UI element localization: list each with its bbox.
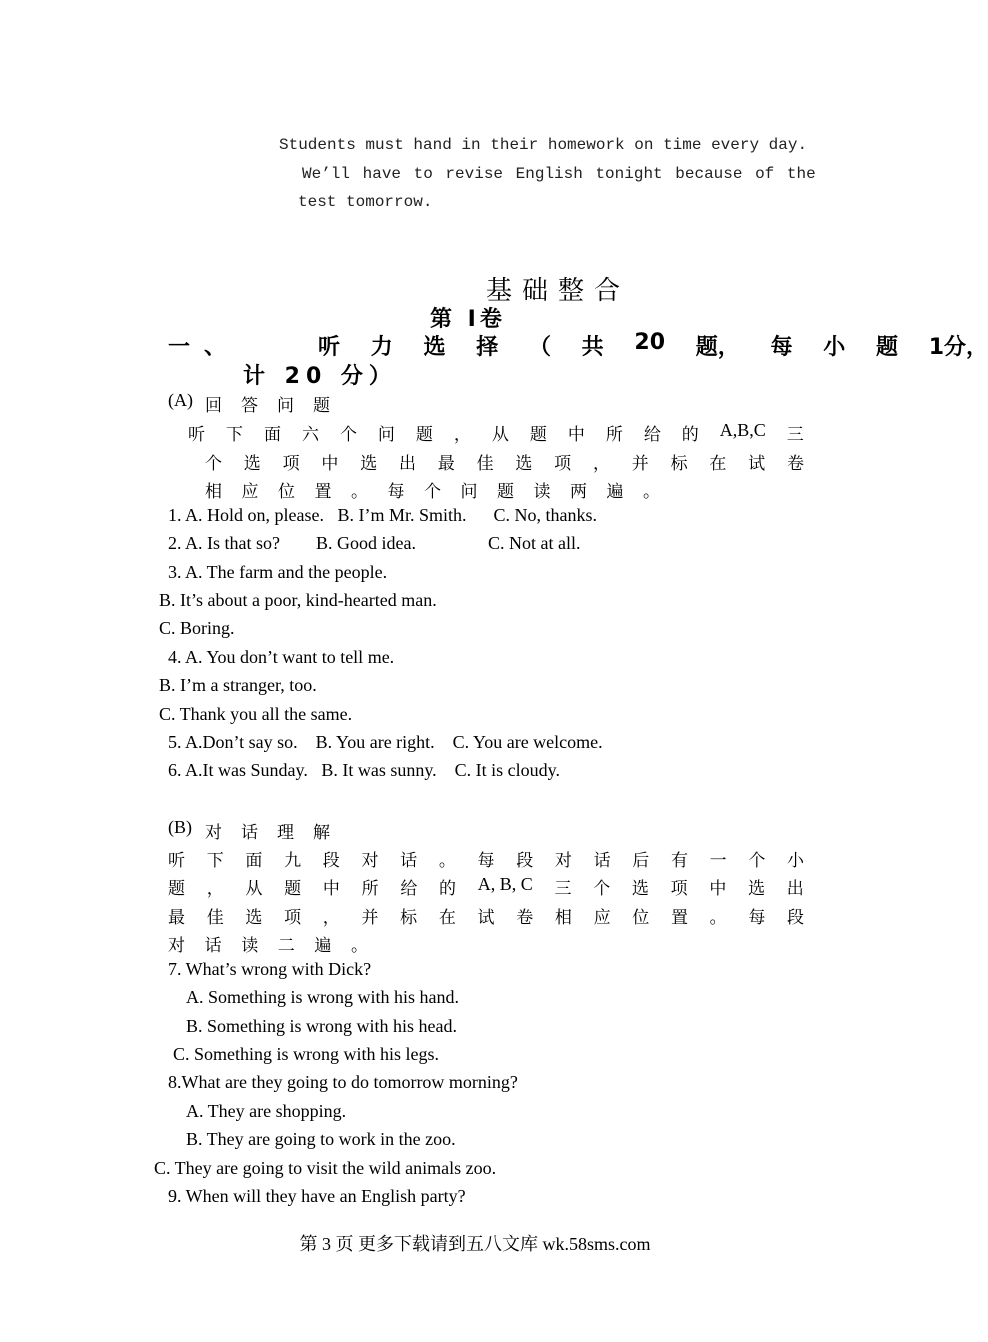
part-a-instruction-2: 个 选 项 中 选 出 最 佳 选 项 ， 并 标 在 试 卷 [205,454,804,474]
question-9: 9. When will they have an English party? [168,1186,466,1206]
part-b-instruction-2: 题 ， 从 题 中 所 给 的 A, B, C 三 个 选 项 中 选 出 [168,874,804,899]
page-title: 基础整合 [486,276,631,306]
part-b-label: (B) [168,817,192,837]
question-8-option-a: A. They are shopping. [186,1101,347,1121]
sentence-line-2: We’ll have to revise English tonight because of the [302,165,816,183]
part-b-instruction-3: 最 佳 选 项 ， 并 标 在 试 卷 相 应 位 置 。 每 段 [168,908,804,928]
part-b-instruction-1: 听 下 面 九 段 对 话 。 每 段 对 话 后 有 一 个 小 [168,851,804,871]
part-a-label: (A) [168,390,193,410]
part-a-title: 回答问题 [205,396,349,416]
question-7-option-c: C. Something is wrong with his legs. [173,1044,440,1064]
volume-heading: 第 I卷 [430,307,506,332]
question-4-option-b: B. I’m a stranger, too. [159,675,317,695]
part-a-instruction-3: 相 应 位 置 。 每 个 问 题 读 两 遍 。 [205,482,660,502]
question-7-option-a: A. Something is wrong with his hand. [186,987,459,1007]
part-a-instruction-1: 听 下 面 六 个 问 题 ， 从 题 中 所 给 的 A,B,C 三 [188,420,804,445]
section-heading: 听 力 选 择 （ 共 20 题， 每 小 题 1分， [318,330,988,360]
question-1: 1. A. Hold on, please. B. I’m Mr. Smith. C. No, thanks. [168,505,597,525]
question-5: 5. A.Don’t say so. B. You are right. C. You are welcome. [168,732,603,752]
question-8: 8.What are they going to do tomorrow morning? [168,1072,518,1092]
question-3: 3. A. The farm and the people. [168,562,388,582]
part-b-instruction-4: 对 话 读 二 遍 。 [168,936,368,956]
question-7: 7. What’s wrong with Dick? [168,959,372,979]
question-8-option-c: C. They are going to visit the wild animals zoo. [154,1158,497,1178]
question-7-option-b: B. Something is wrong with his head. [186,1016,457,1036]
section-number: 一、 [168,335,241,360]
question-3-option-b: B. It’s about a poor, kind-hearted man. [159,590,437,610]
question-4: 4. A. You don’t want to tell me. [168,647,395,667]
sentence-line-3: test tomorrow. [298,193,433,211]
part-b-title: 对话理解 [205,823,349,843]
sentence-line-1: Students must hand in their homework on time every day. [279,136,808,154]
question-6: 6. A.It was Sunday. B. It was sunny. C. It is cloudy. [168,760,560,780]
question-2: 2. A. Is that so? B. Good idea. C. Not at all. [168,533,581,553]
question-3-option-c: C. Boring. [159,618,235,638]
page-footer: 第 3 页 更多下载请到五八文库 wk.58sms.com [299,1234,651,1254]
section-heading-cont: 计 20 分） [243,364,397,389]
question-4-option-c: C. Thank you all the same. [159,704,353,724]
question-8-option-b: B. They are going to work in the zoo. [186,1129,456,1149]
